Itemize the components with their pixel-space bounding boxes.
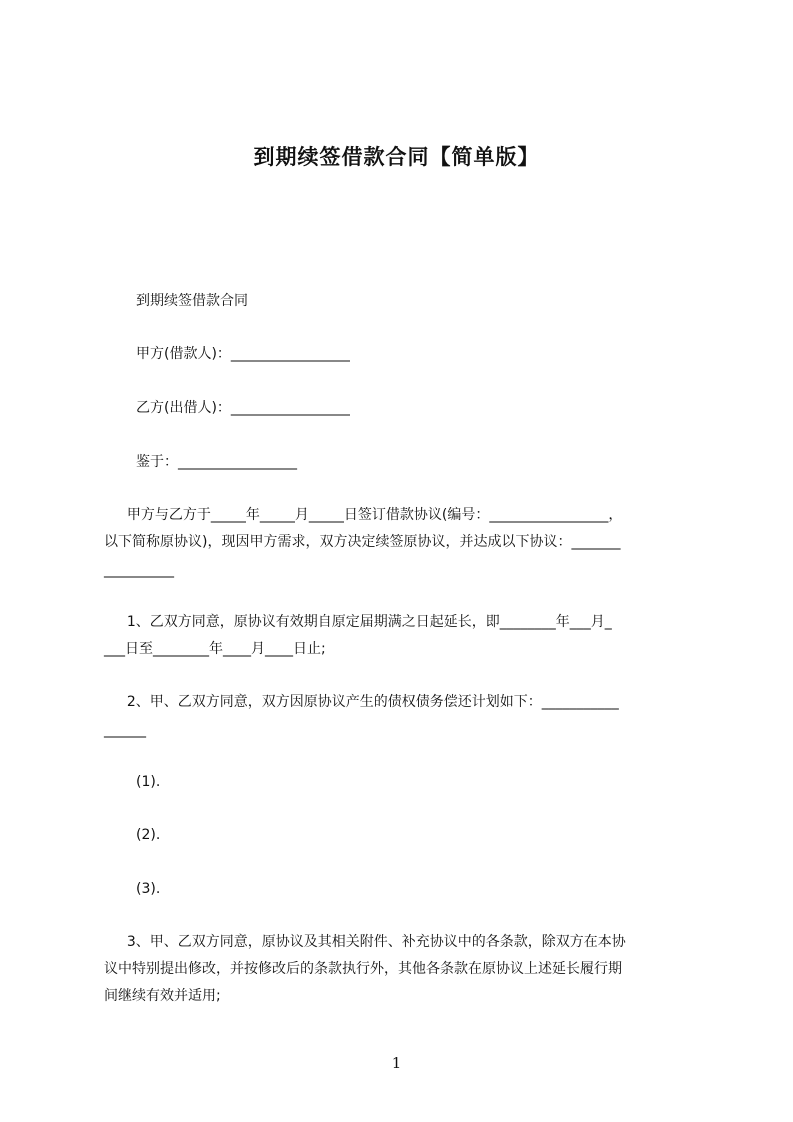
intro-line-3: __________ bbox=[104, 562, 174, 578]
clause-1-line-1: 1、乙双方同意，原协议有效期自原定届期满之日起延长，即________年___月_ bbox=[118, 614, 612, 630]
page-number: 1 bbox=[391, 1054, 402, 1072]
clause-3-line-1: 3、甲、乙双方同意，原协议及其相关附件、补充协议中的各条款，除双方在本协 bbox=[118, 934, 626, 950]
plan-item-3: (3). bbox=[136, 881, 161, 897]
clause-2-line-1: 2、甲、乙双方同意，双方因原协议产生的债权债务偿还计划如下：___________ bbox=[118, 694, 619, 710]
plan-item-1: (1). bbox=[136, 774, 161, 790]
party-a-line: 甲方(借款人)：_________________ bbox=[136, 346, 350, 362]
contract-heading: 到期续签借款合同 bbox=[136, 293, 248, 309]
intro-line-2: 以下简称原协议)，现因甲方需求，双方决定续签原协议，并达成以下协议：_______ bbox=[104, 534, 621, 550]
party-b-line: 乙方(出借人)：_________________ bbox=[136, 400, 350, 416]
whereas-line: 鉴于：_________________ bbox=[136, 454, 297, 470]
plan-item-2: (2). bbox=[136, 827, 161, 843]
clause-1-line-2: ___日至________年____月____日止; bbox=[104, 641, 326, 657]
clause-3-line-2: 议中特别提出修改，并按修改后的条款执行外，其他各条款在原协议上述延长履行期 bbox=[104, 961, 622, 977]
document-title: 到期续签借款合同【简单版】 bbox=[253, 145, 540, 169]
clause-3-line-3: 间继续有效并适用; bbox=[104, 988, 221, 1004]
clause-2-line-2: ______ bbox=[104, 722, 146, 738]
intro-line-1: 甲方与乙方于_____年_____月_____日签订借款协议(编号：_________________， bbox=[118, 507, 623, 523]
